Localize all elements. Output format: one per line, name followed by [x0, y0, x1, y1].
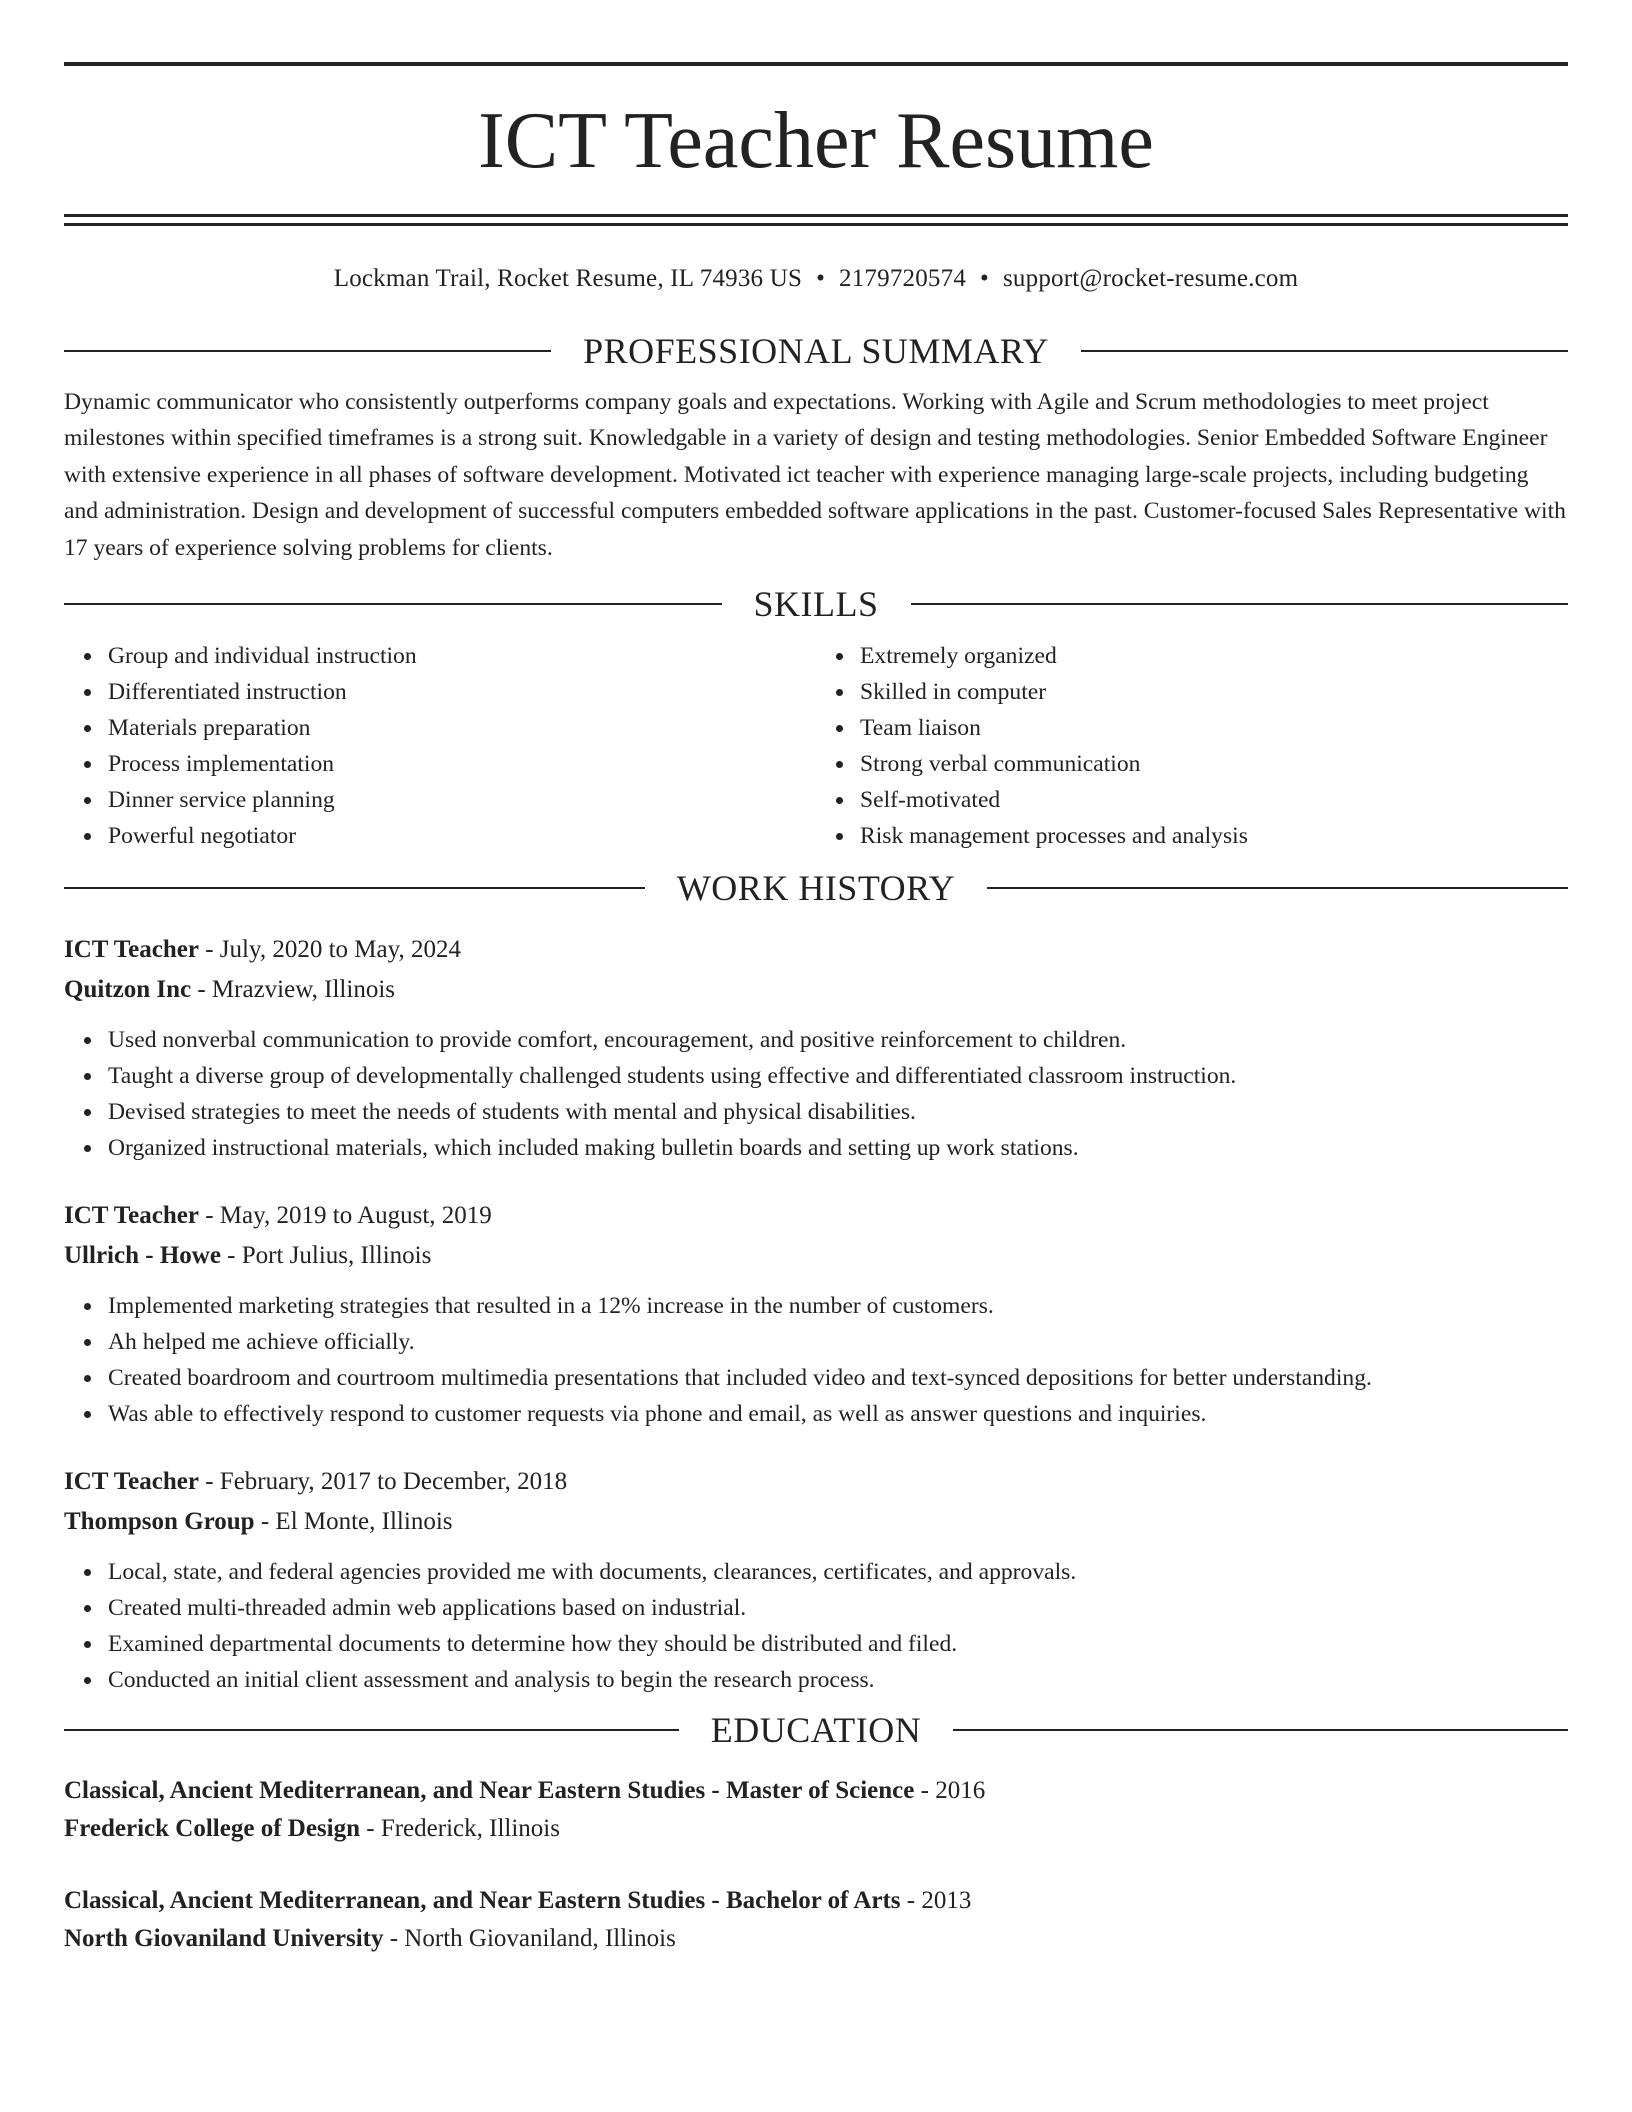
contact-email: support@rocket-resume.com [1002, 265, 1299, 292]
work-heading [64, 868, 1568, 908]
skill-item: Materials preparation [108, 710, 816, 746]
page-title: ICT Teacher Resume [478, 97, 1154, 185]
job-bullet: Created multi-threaded admin web applications based on industrial. [108, 1590, 1568, 1626]
skill-item: Extremely organized [860, 638, 1568, 674]
job-bullets [64, 1022, 1568, 1166]
job-location: - El Monte, Illinois [254, 1508, 453, 1536]
education-degree-line [64, 1882, 1568, 1920]
job-company-line [64, 970, 1568, 1010]
job-company-line [64, 1502, 1568, 1542]
heading-rule-left [64, 603, 722, 605]
job-bullet: Organized instructional materials, which included making bulletin boards and setting up work stations. [108, 1130, 1568, 1166]
job-bullet: Examined departmental documents to determine how they should be distributed and filed. [108, 1626, 1568, 1662]
job-company-line [64, 1236, 1568, 1276]
skill-item: Powerful negotiator [108, 818, 816, 854]
education-location: - Frederick, Illinois [360, 1815, 560, 1843]
education-school-line [64, 1810, 1568, 1848]
job-company: Thompson Group [64, 1508, 255, 1536]
heading-rule-left [64, 350, 551, 352]
contact-phone: 2179720574 [839, 265, 967, 292]
job-bullet: Created boardroom and courtroom multimedia presentations that included video and text-synced depositions for better understanding. [108, 1360, 1568, 1396]
job-bullet: Was able to effectively respond to customer requests via phone and email, as well as answer questions and inquiries. [108, 1396, 1568, 1432]
skill-item: Dinner service planning [108, 782, 816, 818]
heading-rule-left [64, 1729, 679, 1731]
heading-rule-left [64, 887, 645, 889]
job-bullet: Implemented marketing strategies that resulted in a 12% increase in the number of customers. [108, 1288, 1568, 1324]
skills-columns [64, 638, 1568, 854]
job-dates: - May, 2019 to August, 2019 [198, 1202, 492, 1230]
education-degree: Classical, Ancient Mediterranean, and Near Eastern Studies - Master of Science [64, 1777, 915, 1805]
job-title-line [64, 930, 1568, 970]
skills-list-left [64, 638, 816, 854]
job-bullet: Taught a diverse group of developmentally challenged students using effective and differentiated classroom instruction. [108, 1058, 1568, 1094]
job-company: Ullrich - Howe [64, 1242, 221, 1270]
skills-list-right [816, 638, 1568, 854]
job-location: - Port Julius, Illinois [220, 1242, 432, 1270]
job-bullet: Conducted an initial client assessment and analysis to begin the research process. [108, 1662, 1568, 1698]
skill-item: Risk management processes and analysis [860, 818, 1568, 854]
job-bullets [64, 1554, 1568, 1698]
skill-item: Self-motivated [860, 782, 1568, 818]
education-location: - North Giovaniland, Illinois [383, 1925, 676, 1953]
summary-text: Dynamic communicator who consistently outperforms company goals and expectations. Working with Agile and Scrum methodologies to meet project milestones within specified timeframes is a strong suit. Knowledgable in a variety of design and testing methodologies. Senior Embedded Software Engineer with extensive experience in all phases of software development. Motivated ict teacher with experience managing large-scale projects, including budgeting and administration. Design and development of successful computers embedded software applications in the past. Customer-focused Sales Representative with 17 years of experience solving problems for clients. [64, 389, 1566, 561]
skill-item: Team liaison [860, 710, 1568, 746]
skill-item: Differentiated instruction [108, 674, 816, 710]
job-dates: - February, 2017 to December, 2018 [198, 1468, 568, 1496]
job-title: ICT Teacher [64, 1468, 199, 1496]
education-degree-line [64, 1772, 1568, 1810]
skill-item: Process implementation [108, 746, 816, 782]
job-bullet: Ah helped me achieve officially. [108, 1324, 1568, 1360]
job-entry-2 [64, 1196, 1568, 1432]
job-entry-1 [64, 930, 1568, 1166]
education-degree: Classical, Ancient Mediterranean, and Near Eastern Studies - Bachelor of Arts [64, 1887, 901, 1915]
education-entry-1 [64, 1772, 1568, 1848]
job-bullets [64, 1288, 1568, 1432]
work-heading-label: WORK HISTORY [676, 868, 956, 909]
job-title-line [64, 1462, 1568, 1502]
skill-item: Skilled in computer [860, 674, 1568, 710]
skill-item: Group and individual instruction [108, 638, 816, 674]
contact-separator: • [980, 265, 989, 292]
job-title: ICT Teacher [64, 1202, 199, 1230]
heading-rule-right [911, 603, 1569, 605]
contact-address: Lockman Trail, Rocket Resume, IL 74936 US [333, 265, 803, 292]
top-rule [64, 62, 1568, 66]
summary-heading-label: PROFESSIONAL SUMMARY [583, 331, 1049, 371]
education-heading [64, 1710, 1568, 1750]
education-entry-2 [64, 1882, 1568, 1958]
heading-rule-right [953, 1729, 1568, 1731]
job-location: - Mrazview, Illinois [191, 976, 395, 1004]
skill-item: Strong verbal communication [860, 746, 1568, 782]
education-year: - 2013 [900, 1887, 972, 1915]
job-entry-3 [64, 1462, 1568, 1698]
education-school: Frederick College of Design [64, 1815, 360, 1843]
skills-heading [64, 584, 1568, 624]
education-year: - 2016 [914, 1777, 986, 1805]
job-dates: - July, 2020 to May, 2024 [198, 936, 462, 964]
education-heading-label: EDUCATION [710, 1710, 922, 1751]
education-school-line [64, 1920, 1568, 1958]
job-title: ICT Teacher [64, 936, 199, 964]
contact-line [64, 264, 1568, 304]
skills-heading-label: SKILLS [753, 584, 879, 625]
title-double-rule [64, 214, 1568, 226]
job-bullet: Devised strategies to meet the needs of students with mental and physical disabilities. [108, 1094, 1568, 1130]
job-title-line [64, 1196, 1568, 1236]
heading-rule-right [987, 887, 1568, 889]
education-school: North Giovaniland University [64, 1925, 384, 1953]
contact-separator: • [816, 265, 826, 292]
job-bullet: Local, state, and federal agencies provided me with documents, clearances, certificates, and approvals. [108, 1554, 1568, 1590]
job-bullet: Used nonverbal communication to provide comfort, encouragement, and positive reinforcement to children. [108, 1022, 1568, 1058]
heading-rule-right [1081, 350, 1568, 352]
summary-heading [64, 331, 1568, 371]
job-company: Quitzon Inc [64, 976, 192, 1004]
